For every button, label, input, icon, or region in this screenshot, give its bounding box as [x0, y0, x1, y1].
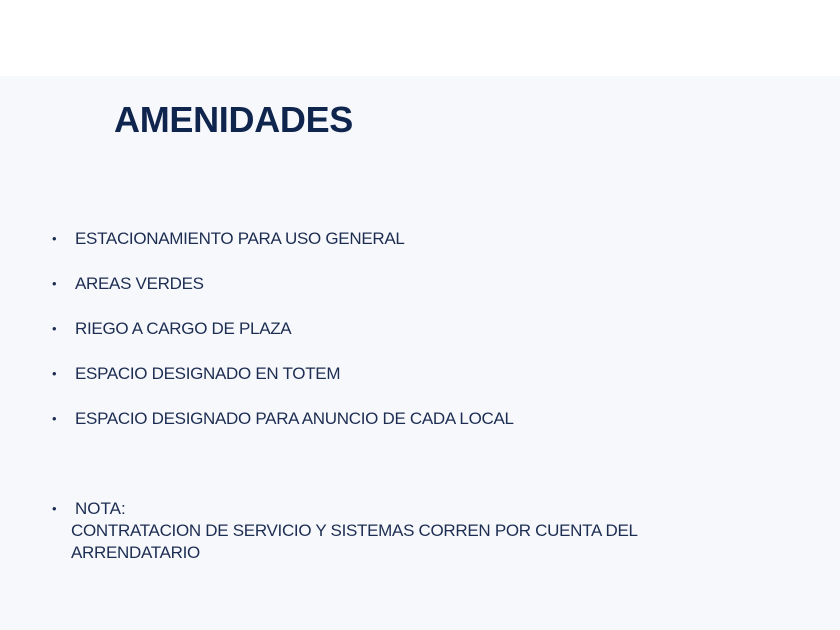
note-label: NOTA: [75, 499, 126, 518]
slide-title: AMENIDADES [114, 99, 354, 140]
note-body [71, 520, 771, 564]
bullet-icon: • [52, 276, 57, 291]
bullet-icon: • [52, 366, 57, 381]
amenity-text: RIEGO A CARGO DE PLAZA [75, 319, 292, 338]
amenity-text: AREAS VERDES [75, 274, 204, 293]
note-body-line: CONTRATACION DE SERVICIO Y SISTEMAS CORREN POR CUENTA DEL [71, 521, 638, 540]
bullet-icon: • [52, 231, 57, 246]
bullet-icon: • [52, 501, 57, 516]
amenity-text: ESPACIO DESIGNADO EN TOTEM [75, 364, 341, 383]
note-body-line: ARRENDATARIO [71, 543, 200, 562]
amenity-text: ESPACIO DESIGNADO PARA ANUNCIO DE CADA LOCAL [75, 409, 514, 428]
bullet-icon: • [52, 411, 57, 426]
amenity-text: ESTACIONAMIENTO PARA USO GENERAL [75, 229, 405, 248]
bullet-icon: • [52, 321, 57, 336]
